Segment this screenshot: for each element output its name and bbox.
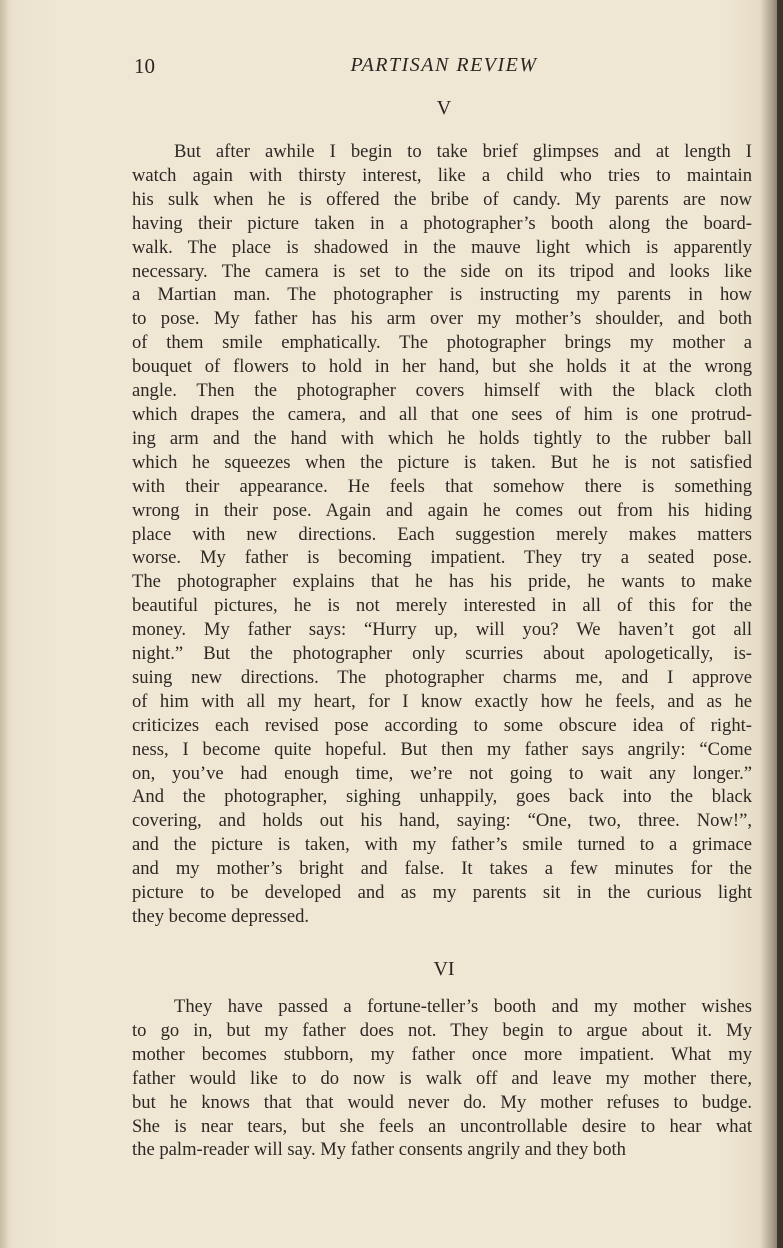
page-gutter	[0, 0, 8, 1248]
running-head: PARTISAN REVIEW	[350, 54, 538, 76]
text-line: and my mother’s bright and false. It takes a few minutes for the	[132, 858, 752, 880]
text-line: of them smile emphatically. The photographer brings my mother a	[132, 332, 752, 354]
text-line: wrong in their pose. Again and again he comes out from his hiding	[132, 499, 752, 521]
page-number: 10	[134, 54, 155, 78]
text-line: ness, I become quite hopeful. But then my father says angrily: “Come	[132, 738, 752, 760]
page-edge	[777, 0, 783, 1248]
text-line: to go in, but my father does not. They begin to argue about it. My	[132, 1019, 752, 1041]
text-line: bouquet of flowers to hold in her hand, but she holds it at the wrong	[132, 356, 752, 378]
text-line: worse. My father is becoming impatient. They try a seated pose.	[132, 547, 752, 569]
text-line: And the photographer, sighing unhappily, goes back into the black	[132, 786, 752, 808]
text-line: necessary. The camera is set to the side on its tripod and looks like	[132, 260, 752, 282]
text-line: night.” But the photographer only scurries about apologetically, is-	[132, 643, 752, 665]
text-line: but he knows that that would never do. My mother refuses to budge.	[132, 1091, 752, 1113]
text-line: the palm-reader will say. My father consents angrily and they both	[132, 1139, 626, 1161]
text-line: on, you’ve had enough time, we’re not going to wait any longer.”	[132, 762, 752, 784]
text-line: which he squeezes when the picture is taken. But he is not satisfied	[132, 451, 752, 473]
text-line: suing new directions. The photographer charms me, and I approve	[132, 666, 752, 688]
page-header	[134, 54, 754, 84]
text-line: his sulk when he is offered the bribe of candy. My parents are now	[132, 188, 752, 210]
text-line: they become depressed.	[132, 906, 310, 927]
section-heading-v: V	[436, 97, 452, 119]
text-line: covering, and holds out his hand, saying: “One, two, three. Now!”,	[132, 810, 752, 832]
text-line: to pose. My father has his arm over my mother’s shoulder, and both	[132, 308, 752, 330]
text-line: picture to be developed and as my parents sit in the curious light	[132, 882, 752, 904]
text-line: They have passed a fortune-teller’s booth and my mother wishes	[174, 996, 752, 1017]
text-line: criticizes each revised pose according to some obscure idea of right-	[132, 714, 752, 736]
text-line: place with new directions. Each suggestion merely makes matters	[132, 523, 752, 545]
text-line: beautiful pictures, he is not merely interested in all of this for the	[132, 595, 752, 617]
text-line: angle. Then the photographer covers himself with the black cloth	[132, 380, 752, 402]
section-v-text	[132, 140, 752, 929]
text-line: ing arm and the hand with which he holds tightly to the rubber ball	[132, 427, 752, 449]
text-line: money. My father says: “Hurry up, will you? We haven’t got all	[132, 619, 752, 641]
text-line: walk. The place is shadowed in the mauve light which is apparently	[132, 236, 752, 258]
text-line: But after awhile I begin to take brief glimpses and at length I	[174, 141, 752, 162]
section-heading-vi: VI	[433, 958, 455, 980]
text-line: which drapes the camera, and all that one sees of him is one protrud-	[132, 403, 752, 425]
text-line: and the picture is taken, with my father’s smile turned to a grimace	[132, 834, 752, 856]
text-line: having their picture taken in a photographer’s booth along the board-	[132, 212, 752, 234]
text-line: of him with all my heart, for I know exactly how he feels, and as he	[132, 690, 752, 712]
text-line: a Martian man. The photographer is instructing my parents in how	[132, 284, 752, 306]
text-line: watch again with thirsty interest, like a child who tries to maintain	[132, 164, 752, 186]
text-line: mother becomes stubborn, my father once more impatient. What my	[132, 1043, 752, 1065]
text-line: with their appearance. He feels that somehow there is something	[132, 475, 752, 497]
text-line: father would like to do now is walk off and leave my mother there,	[132, 1067, 752, 1089]
text-line: The photographer explains that he has his pride, he wants to make	[132, 571, 752, 593]
section-vi-text	[132, 995, 752, 1162]
text-line: She is near tears, but she feels an uncontrollable desire to hear what	[132, 1115, 752, 1137]
